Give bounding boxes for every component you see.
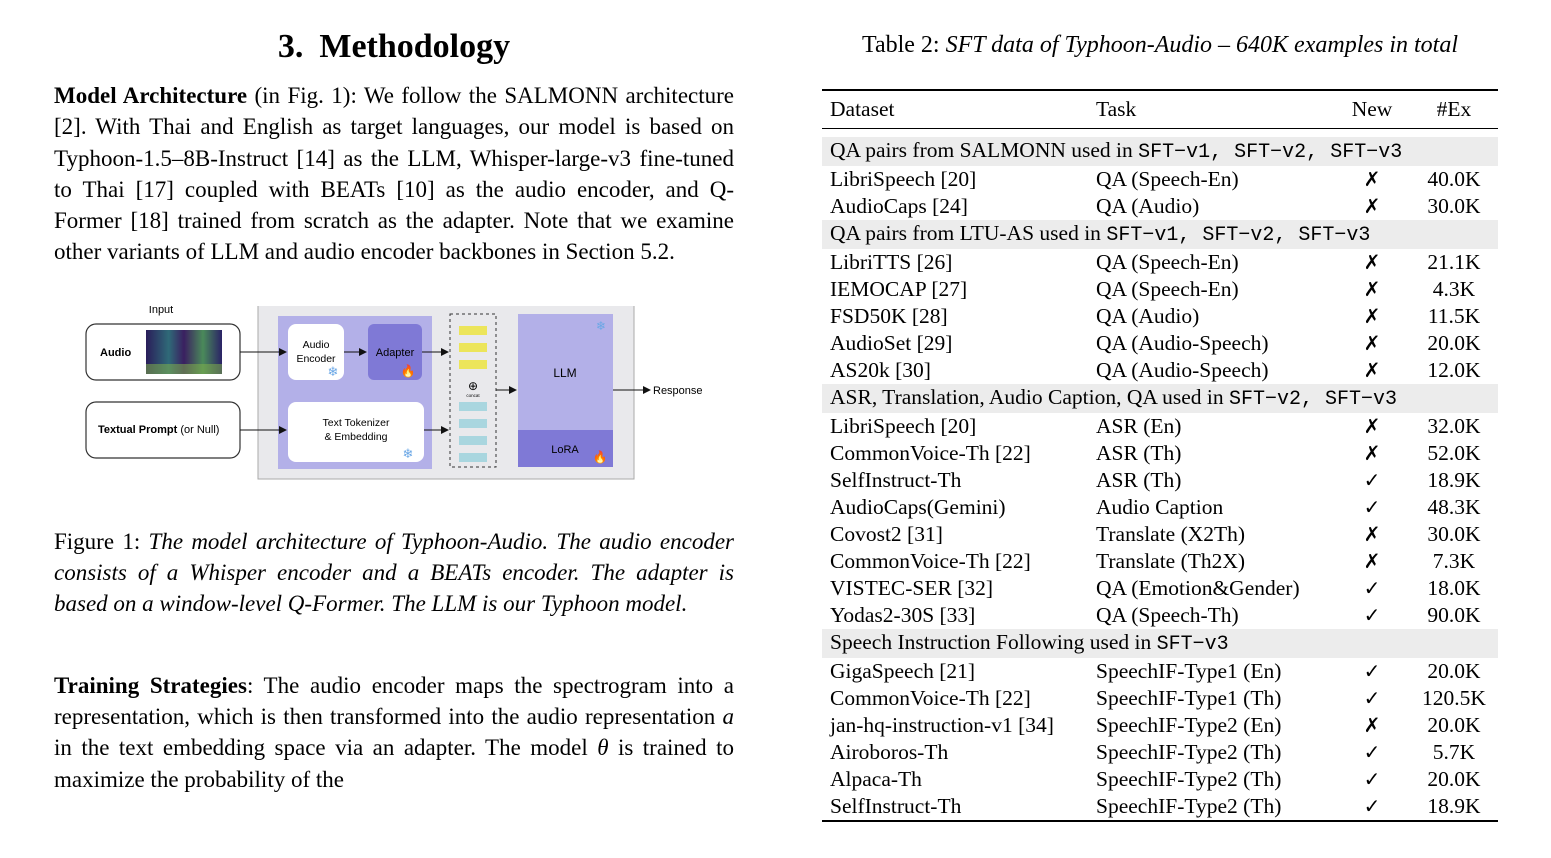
table-row [822, 440, 1498, 467]
cell-examples: 18.9K [1427, 794, 1481, 818]
group-versions: SFT−v1, SFT−v2, SFT−v3 [1106, 224, 1371, 247]
table-spacer [822, 129, 1498, 138]
section-title: Methodology [319, 28, 511, 65]
cell-new: ✗ [1363, 277, 1381, 301]
table-row [822, 413, 1498, 440]
cell-new: ✓ [1363, 659, 1381, 683]
cell-task: QA (Speech-Th) [1096, 603, 1239, 627]
cell-new: ✗ [1363, 250, 1381, 274]
column-header-task: Task [1088, 90, 1334, 129]
audio-token [459, 360, 487, 369]
table-row [822, 602, 1498, 629]
table-caption-text: SFT data of Typhoon-Audio – 640K examples in total [945, 32, 1459, 58]
section-number: 3. [277, 28, 304, 65]
cell-task: ASR (Th) [1096, 441, 1182, 465]
cell-task: QA (Audio) [1096, 194, 1200, 218]
table-group-header [822, 220, 1498, 249]
cell-task: SpeechIF-Type1 (Th) [1096, 686, 1282, 710]
concat-label: concat [466, 392, 480, 398]
architecture-figure [54, 306, 734, 506]
concat-plus-icon: ⊕ [467, 378, 479, 393]
right-column [822, 32, 1498, 822]
table-row [822, 330, 1498, 357]
text-token [459, 436, 487, 445]
text-token [459, 402, 487, 411]
cell-new: ✓ [1363, 495, 1381, 519]
frozen-snowflake-icon: ❄ [402, 445, 414, 461]
table-row [822, 712, 1498, 739]
cell-dataset: AS20k [30] [830, 358, 931, 382]
cell-task: SpeechIF-Type2 (En) [1096, 713, 1282, 737]
column-header-new: New [1334, 90, 1410, 129]
table-row [822, 739, 1498, 766]
group-versions: SFT−v3 [1156, 633, 1229, 656]
cell-task: QA (Speech-En) [1096, 277, 1239, 301]
cell-dataset: CommonVoice-Th [22] [830, 441, 1031, 465]
cell-examples: 7.3K [1432, 549, 1476, 573]
trainable-flame-icon: 🔥 [400, 363, 416, 378]
cell-task: QA (Emotion&Gender) [1096, 576, 1300, 600]
cell-dataset: IEMOCAP [27] [830, 277, 968, 301]
table-row [822, 467, 1498, 494]
figure-caption-prefix: Figure 1: [54, 528, 149, 554]
cell-task: ASR (Th) [1096, 468, 1182, 492]
cell-dataset: AudioCaps(Gemini) [830, 495, 1006, 519]
cell-task: ASR (En) [1096, 414, 1182, 438]
table-row [822, 548, 1498, 575]
training-strategies-heading: Training Strategies [54, 672, 247, 698]
llm-label: LLM [553, 365, 577, 380]
cell-new: ✗ [1363, 713, 1381, 737]
cell-examples: 21.1K [1427, 250, 1481, 274]
cell-dataset: Alpaca-Th [830, 767, 922, 791]
table-header-row [822, 90, 1498, 129]
cell-dataset: LibriSpeech [20] [830, 167, 977, 191]
cell-dataset: Yodas2-30S [33] [830, 603, 976, 627]
cell-new: ✓ [1363, 740, 1381, 764]
variable-a: a [722, 703, 734, 729]
group-title: ASR, Translation, Audio Caption, QA used in SFT−v2, SFT−v3 [822, 384, 1498, 413]
cell-dataset: Airoboros-Th [830, 740, 949, 764]
table-group-header [822, 384, 1498, 413]
cell-dataset: LibriSpeech [20] [830, 414, 977, 438]
table-row [822, 793, 1498, 821]
cell-dataset: FSD50K [28] [830, 304, 948, 328]
cell-examples: 40.0K [1427, 167, 1481, 191]
frozen-snowflake-icon: ❄ [595, 318, 607, 333]
cell-examples: 32.0K [1427, 414, 1481, 438]
cell-task: Translate (Th2X) [1096, 549, 1246, 573]
cell-examples: 120.5K [1422, 686, 1486, 710]
cell-examples: 30.0K [1427, 522, 1481, 546]
audio-token [459, 343, 487, 352]
cell-dataset: SelfInstruct-Th [830, 468, 962, 492]
cell-examples: 11.5K [1427, 304, 1481, 328]
cell-dataset: LibriTTS [26] [830, 250, 953, 274]
cell-examples: 90.0K [1427, 603, 1481, 627]
audio-token [459, 326, 487, 335]
cell-new: ✓ [1363, 603, 1381, 627]
cell-new: ✓ [1363, 767, 1381, 791]
table-row [822, 249, 1498, 276]
architecture-diagram [54, 306, 734, 506]
column-header-examples: #Ex [1410, 90, 1498, 129]
cell-new: ✗ [1363, 358, 1381, 382]
group-title: QA pairs from SALMONN used in SFT−v1, SFT−v2, SFT−v3 [822, 137, 1498, 166]
audio-encoder-label-2: Encoder [296, 352, 336, 365]
adapter-label: Adapter [375, 346, 415, 359]
table-group-header [822, 137, 1498, 166]
model-architecture-text: (in Fig. 1): We follow the SALMONN architecture [2]. With Thai and English as target languages, our model is based on Typhoon-1.5–8B-Instruct [14] as the LLM, Whisper-large-v3 fine-tuned to Thai [17] coupled with BEATs [10] as the audio encoder, and Q-Former [18] trained from scratch as the adapter. Note that we examine other variants of LLM and audio encoder backbones in Section 5.2. [54, 83, 734, 265]
input-label: Input [148, 305, 174, 316]
text-token [459, 453, 487, 462]
cell-task: QA (Audio) [1096, 304, 1200, 328]
cell-examples: 52.0K [1427, 441, 1481, 465]
cell-task: QA (Audio-Speech) [1096, 358, 1269, 382]
cell-dataset: GigaSpeech [21] [830, 659, 976, 683]
cell-examples: 5.7K [1432, 740, 1476, 764]
cell-new: ✓ [1363, 794, 1381, 818]
cell-new: ✗ [1363, 167, 1381, 191]
cell-task: QA (Speech-En) [1096, 167, 1239, 191]
cell-task: Audio Caption [1096, 495, 1224, 519]
cell-new: ✓ [1363, 468, 1381, 492]
training-strategies-paragraph: Training Strategies: The audio encoder maps the spectrogram into a representation, which is then transformed into the audio representation a in the text embedding space via an adapter. The model θ is trained to maximize the probability of the [54, 672, 734, 792]
table-row [822, 303, 1498, 330]
textual-prompt-text: Textual Prompt (or Null) [98, 423, 220, 436]
cell-new: ✗ [1363, 194, 1381, 218]
group-title: Speech Instruction Following used in SFT−v3 [822, 629, 1498, 658]
cell-new: ✗ [1363, 414, 1381, 438]
cell-task: SpeechIF-Type2 (Th) [1096, 740, 1282, 764]
cell-new: ✗ [1363, 522, 1381, 546]
cell-dataset: SelfInstruct-Th [830, 794, 962, 818]
table-body [822, 129, 1498, 822]
cell-examples: 12.0K [1427, 358, 1481, 382]
cell-examples: 20.0K [1427, 659, 1481, 683]
cell-examples: 18.9K [1427, 468, 1481, 492]
cell-new: ✗ [1363, 304, 1381, 328]
cell-examples: 20.0K [1427, 767, 1481, 791]
audio-label: Audio [100, 346, 132, 359]
response-label: Response [653, 384, 703, 397]
cell-task: SpeechIF-Type2 (Th) [1096, 767, 1282, 791]
trainable-flame-icon: 🔥 [592, 449, 608, 464]
table-row [822, 575, 1498, 602]
table-row [822, 276, 1498, 303]
model-architecture-heading: Model Architecture [54, 83, 248, 108]
table-row [822, 494, 1498, 521]
cell-task: QA (Speech-En) [1096, 250, 1239, 274]
model-architecture-paragraph [54, 80, 734, 268]
cell-dataset: jan-hq-instruction-v1 [34] [830, 713, 1054, 737]
table-row [822, 521, 1498, 548]
column-header-dataset: Dataset [822, 90, 1088, 129]
cell-dataset: AudioCaps [24] [830, 194, 968, 218]
variable-theta: θ [597, 735, 609, 761]
cell-dataset: AudioSet [29] [830, 331, 953, 355]
frozen-snowflake-icon: ❄ [327, 363, 339, 379]
table-caption [822, 32, 1498, 59]
cell-examples: 20.0K [1427, 713, 1481, 737]
table-row [822, 193, 1498, 220]
group-versions: SFT−v2, SFT−v3 [1229, 388, 1398, 411]
cell-examples: 30.0K [1427, 194, 1481, 218]
cell-new: ✗ [1363, 441, 1381, 465]
cell-new: ✗ [1363, 549, 1381, 573]
table-row [822, 685, 1498, 712]
table-row [822, 357, 1498, 384]
cell-task: Translate (X2Th) [1096, 522, 1246, 546]
table-caption-prefix: Table 2: [861, 32, 946, 58]
text-tokenizer-label-1: Text Tokenizer [322, 416, 390, 429]
table-row [822, 766, 1498, 793]
cell-task: SpeechIF-Type2 (Th) [1096, 794, 1282, 818]
cell-new: ✓ [1363, 686, 1381, 710]
table-row [822, 658, 1498, 685]
cell-dataset: CommonVoice-Th [22] [830, 686, 1031, 710]
left-column [54, 28, 734, 795]
cell-examples: 18.0K [1427, 576, 1481, 600]
cell-new: ✗ [1363, 331, 1381, 355]
cell-dataset: CommonVoice-Th [22] [830, 549, 1031, 573]
figure-caption [54, 526, 734, 620]
cell-examples: 4.3K [1432, 277, 1476, 301]
cell-examples: 20.0K [1427, 331, 1481, 355]
text-token [459, 419, 487, 428]
cell-new: ✓ [1363, 576, 1381, 600]
figure-caption-text: The model architecture of Typhoon-Audio. The audio encoder consists of a Whisper encoder and a BEATs encoder. The adapter is based on a window-level Q-Former. The LLM is our Typhoon model. [54, 528, 734, 617]
lora-label: LoRA [551, 443, 579, 456]
table-row [822, 166, 1498, 193]
group-title: QA pairs from LTU-AS used in SFT−v1, SFT−v2, SFT−v3 [822, 220, 1498, 249]
audio-encoder-label-1: Audio [302, 338, 330, 351]
group-versions: SFT−v1, SFT−v2, SFT−v3 [1138, 141, 1403, 164]
cell-dataset: Covost2 [31] [830, 522, 943, 546]
cell-examples: 48.3K [1427, 495, 1481, 519]
sft-data-table [822, 89, 1498, 822]
cell-dataset: VISTEC-SER [32] [830, 576, 994, 600]
section-heading [54, 28, 734, 66]
cell-task: QA (Audio-Speech) [1096, 331, 1269, 355]
text-tokenizer-label-2: & Embedding [324, 430, 388, 443]
cell-task: SpeechIF-Type1 (En) [1096, 659, 1282, 683]
table-group-header [822, 629, 1498, 658]
